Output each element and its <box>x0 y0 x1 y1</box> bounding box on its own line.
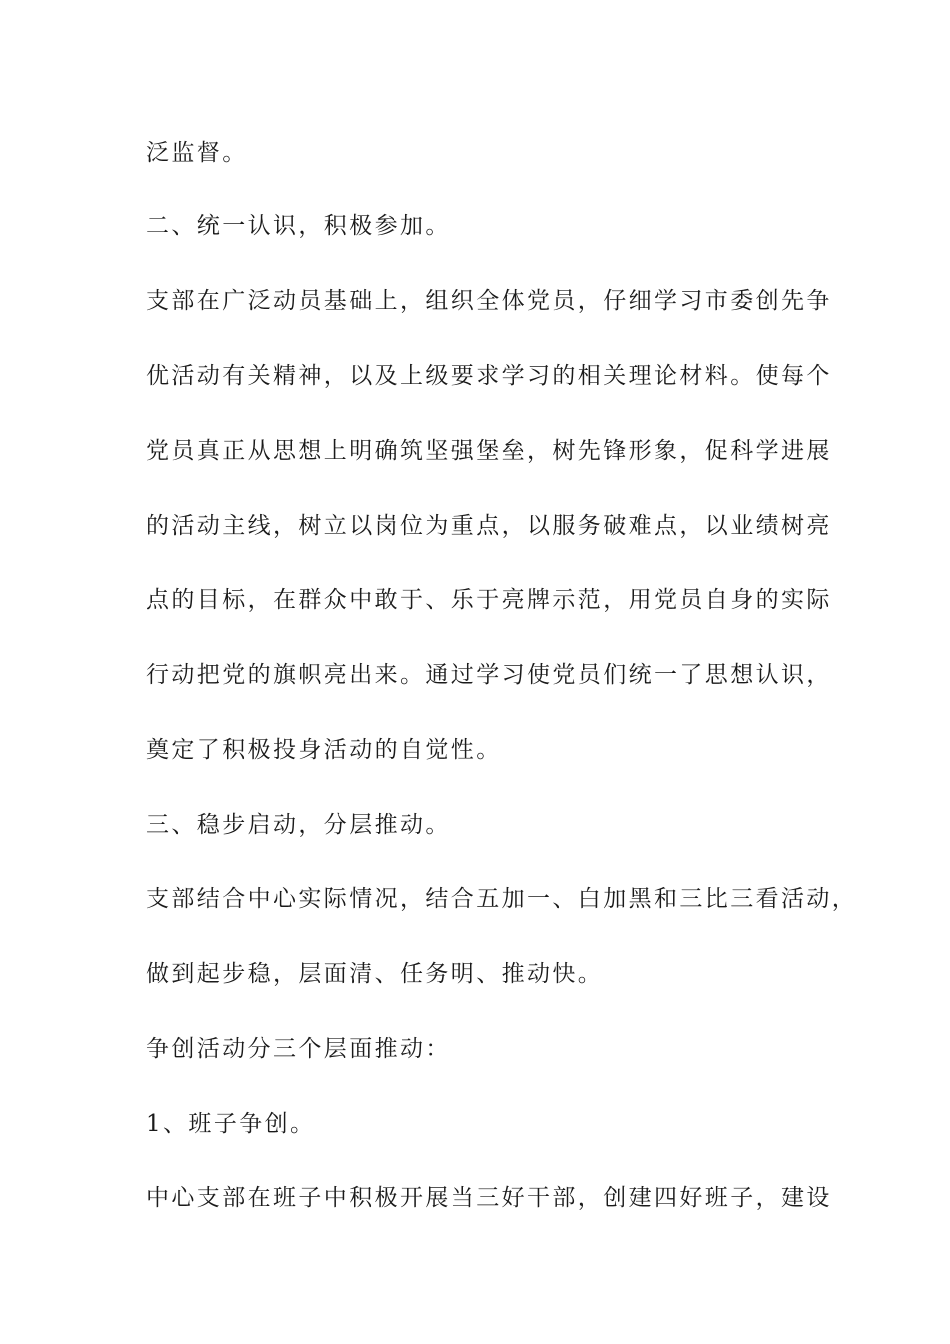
text-line: 争创活动分三个层面推动： <box>146 1036 451 1062</box>
text-line: 点的目标，在群众中敢于、乐于亮牌示范，用党员自身的实际 <box>146 587 832 613</box>
text-line: 做到起步稳，层面清、任务明、推动快。 <box>146 961 604 987</box>
text-line: 泛监督。 <box>146 140 248 166</box>
text-line: 党员真正从思想上明确筑坚强堡垒，树先锋形象，促科学进展 <box>146 438 832 464</box>
text-line: 支部结合中心实际情况，结合五加一、白加黑和三比三看活动， <box>146 886 858 912</box>
section-heading: 二、统一认识，积极参加。 <box>146 213 451 239</box>
text-line: 中心支部在班子中积极开展当三好干部，创建四好班子，建设 <box>146 1185 832 1211</box>
text-line: 的活动主线，树立以岗位为重点，以服务破难点，以业绩树亮 <box>146 513 832 539</box>
section-heading: 三、稳步启动，分层推动。 <box>146 812 451 838</box>
text-line: 优活动有关精神，以及上级要求学习的相关理论材料。使每个 <box>146 363 832 389</box>
text-line: 支部在广泛动员基础上，组织全体党员，仔细学习市委创先争 <box>146 288 832 314</box>
text-line: 行动把党的旗帜亮出来。通过学习使党员们统一了思想认识， <box>146 662 832 688</box>
text-line: 奠定了积极投身活动的自觉性。 <box>146 737 502 763</box>
subsection-heading: 1、班子争创。 <box>146 1111 316 1137</box>
